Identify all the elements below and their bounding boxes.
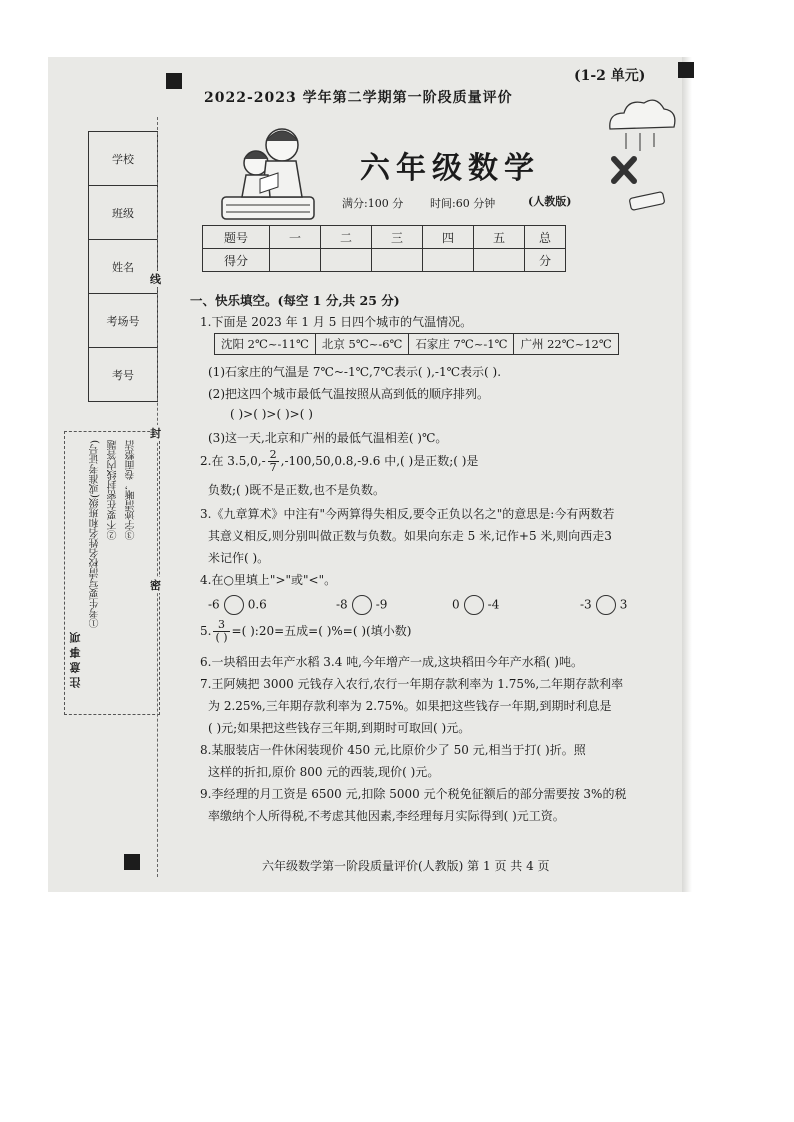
units-label: (1-2 单元)	[574, 68, 646, 84]
notice-item-1: ①考生要写清校名姓名和班级(或准考证号)	[90, 440, 101, 628]
student-info-table	[88, 131, 158, 402]
score-cell-2[interactable]	[321, 249, 372, 272]
q4-pair-1-left: -6	[208, 597, 220, 612]
q5-fraction	[213, 619, 229, 644]
q3-line2: 其意义相反,则分别叫做正数与负数。如果向东走 5 米,记作+5 米,则向西走3	[208, 529, 612, 543]
section-1	[190, 289, 680, 849]
exam-title: 2022-2023 学年第二学期第一阶段质量评价	[204, 90, 513, 106]
q2-post: ,-100,50,0.8,-9.6 中,( )是正数;( )是	[280, 454, 479, 468]
exam-time: 时间:60 分钟	[430, 197, 496, 210]
q7-line2: 为 2.25%,三年期存款利率为 2.75%。如果把这些钱存一年期,到期时利息是	[208, 699, 612, 713]
info-school: 学校	[89, 132, 158, 186]
q1-sub2-blanks: ( )>( )>( )>( )	[230, 407, 313, 421]
q4-pair-3-right: -4	[487, 597, 500, 612]
score-header-1: 一	[270, 226, 321, 249]
q4-pair-2-right: -9	[375, 597, 388, 612]
q1-sub3: (3)这一天,北京和广州的最低气温相差( )℃。	[208, 431, 448, 445]
q5-frac-den: ( )	[215, 631, 228, 644]
score-header-3: 三	[372, 226, 423, 249]
q7-line1: 7.王阿姨把 3000 元钱存入农行,农行一年期存款利率为 1.75%,二年期存款利率	[200, 677, 624, 691]
edition-label: (人教版)	[528, 195, 572, 208]
q9-line2: 率缴纳个人所得税,不考虑其他因素,李经理每月实际得到( )元工资。	[208, 809, 565, 823]
score-header-total: 总	[525, 226, 566, 249]
q5-rest: =( ):20=五成=( )%=( )(填小数)	[231, 624, 412, 638]
score-cell-5[interactable]	[474, 249, 525, 272]
info-class: 班级	[89, 186, 158, 240]
q3-line3: 米记作( )。	[208, 551, 270, 565]
q2-frac-den: 7	[269, 461, 277, 474]
seal-line	[157, 117, 158, 877]
page-footer: 六年级数学第一阶段质量评价(人教版) 第 1 页 共 4 页	[262, 859, 550, 873]
q4-pair-4-right: 3	[619, 597, 628, 612]
q5-frac-num: 3	[213, 619, 229, 632]
q4-pair-3	[452, 595, 499, 615]
score-table	[202, 225, 566, 272]
q5-number: 5.	[200, 624, 212, 638]
seal-char-secret: 密	[150, 579, 161, 592]
q6-line: 6.一块稻田去年产水稻 3.4 吨,今年增产一成,这块稻田今年产水稻( )吨。	[200, 655, 583, 669]
temp-shijiazhuang: 石家庄 7℃~-1℃	[409, 334, 514, 355]
score-header-label: 题号	[203, 226, 270, 249]
temp-beijing: 北京 5℃~-6℃	[315, 334, 409, 355]
temp-guangzhou: 广州 22℃~12℃	[514, 334, 618, 355]
seal-char-line: 线	[150, 273, 161, 286]
q1-sub2: (2)把这四个城市最低气温按照从高到低的顺序排列。	[208, 387, 490, 401]
temperature-table	[214, 333, 619, 355]
exam-paper	[48, 57, 682, 892]
score-header-4: 四	[423, 226, 474, 249]
info-name: 姓名	[89, 240, 158, 294]
compare-circle-1[interactable]	[224, 595, 244, 615]
notice-box	[64, 431, 160, 715]
q3-line1: 3.《九章算术》中注有"今两算得失相反,要令正负以名之"的意思是:今有两数若	[200, 507, 615, 521]
q2-fraction	[268, 449, 279, 474]
q4-pair-1-right: 0.6	[247, 597, 267, 612]
score-header-5: 五	[474, 226, 525, 249]
q5-line	[200, 619, 411, 644]
q1-stem: 1.下面是 2023 年 1 月 5 日四个城市的气温情况。	[200, 315, 473, 329]
score-row-label: 得分	[203, 249, 270, 272]
seal-char-seal: 封	[150, 427, 161, 440]
q4-pair-4-left: -3	[580, 597, 592, 612]
q4-pair-2-left: -8	[336, 597, 348, 612]
q8-line2: 这样的折扣,原价 800 元的西装,现价( )元。	[208, 765, 440, 779]
corner-mark-top-left	[166, 73, 182, 89]
score-cell-3[interactable]	[372, 249, 423, 272]
q4-pair-2	[336, 595, 387, 615]
compare-circle-3[interactable]	[464, 595, 484, 615]
compare-circle-4[interactable]	[596, 595, 616, 615]
q2-line1	[200, 449, 478, 474]
q1-sub1: (1)石家庄的气温是 7℃~-1℃,7℃表示( ),-1℃表示( ).	[208, 365, 502, 379]
q7-line3: ( )元;如果把这些钱存三年期,到期时可取回( )元。	[208, 721, 471, 735]
subject-title: 六年级数学	[360, 151, 540, 186]
score-cell-1[interactable]	[270, 249, 321, 272]
q2-frac-num: 2	[269, 448, 277, 461]
score-header-2: 二	[321, 226, 372, 249]
q8-line1: 8.某服装店一件休闲装现价 450 元,比原价少了 50 元,相当于打( )折。照	[200, 743, 586, 757]
full-score: 满分:100 分	[342, 197, 404, 210]
q4-pair-4	[580, 595, 627, 615]
info-exam-room: 考场号	[89, 294, 158, 348]
reading-kids-illustration	[216, 117, 322, 225]
q2-line2: 负数;( )既不是正数,也不是负数。	[208, 483, 386, 497]
notice-item-2: ②不要在密封线内答题	[108, 440, 119, 540]
notice-title: 注意事项	[69, 628, 82, 688]
compare-circle-2[interactable]	[352, 595, 372, 615]
section-1-title: 一、快乐填空。(每空 1 分,共 25 分)	[190, 293, 400, 308]
q4-pair-3-left: 0	[452, 597, 460, 612]
corner-mark-top-right	[678, 62, 694, 78]
q2-pre: 2.在 3.5,0,-	[200, 454, 266, 468]
info-exam-number: 考号	[89, 348, 158, 402]
q4-stem: 4.在○里填上">"或"<"。	[200, 573, 337, 587]
temp-shenyang: 沈阳 2℃~-11℃	[215, 334, 316, 355]
corner-mark-bottom-left	[124, 854, 140, 870]
notice-item-3: ③字迹清晰，卷面整洁	[126, 440, 137, 540]
q4-pair-1	[208, 595, 267, 615]
paper-edge	[682, 57, 692, 892]
score-cell-4[interactable]	[423, 249, 474, 272]
cloud-decoration-icon	[600, 89, 680, 215]
q9-line1: 9.李经理的月工资是 6500 元,扣除 5000 元个税免征额后的部分需要按 3%的税	[200, 787, 627, 801]
score-cell-total: 分	[525, 249, 566, 272]
